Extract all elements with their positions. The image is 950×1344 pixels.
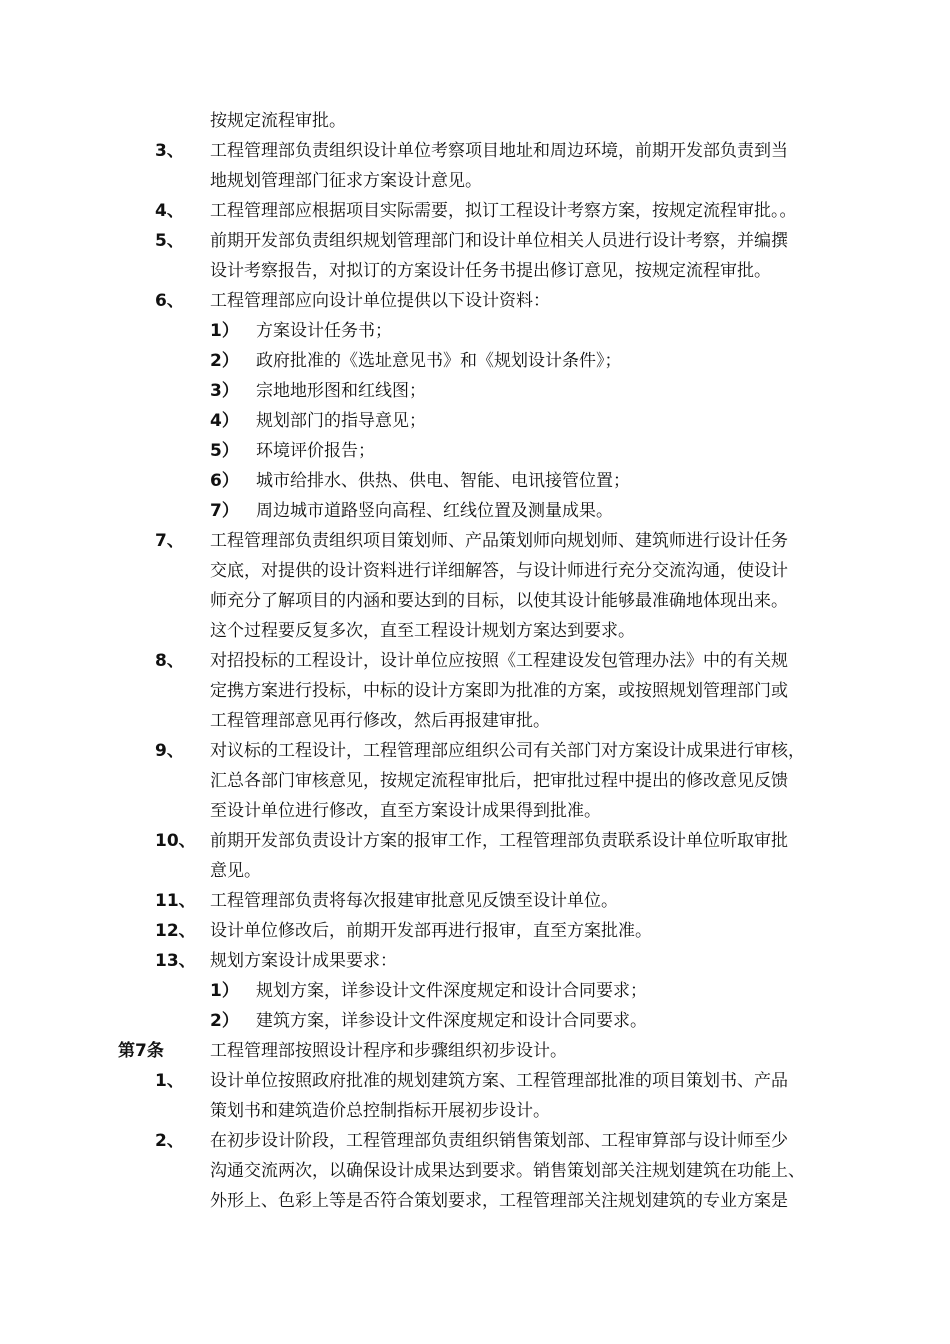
text-line: 交底，对提供的设计资料进行详细解答，与设计师进行充分交流沟通，使设计	[210, 561, 788, 581]
text-line: 环境评价报告；	[256, 441, 375, 461]
text-line: 对议标的工程设计，工程管理部应组织公司有关部门对方案设计成果进行审核，	[210, 741, 805, 761]
item-text	[210, 826, 788, 886]
item-text	[210, 196, 797, 226]
text-line: 汇总各部门审核意见，按规定流程审批后，把审批过程中提出的修改意见反馈	[210, 771, 788, 791]
text-line: 策划书和建筑造价总控制指标开展初步设计。	[210, 1101, 550, 1121]
text-line: 城市给排水、供热、供电、智能、电讯接管位置；	[256, 471, 630, 491]
text-line: 宗地地形图和红线图；	[256, 381, 426, 401]
text-line: 工程管理部意见再行修改，然后再报建审批。	[210, 711, 550, 731]
item-text	[210, 1066, 788, 1126]
list-item	[0, 1066, 950, 1126]
item-number: 7）	[210, 501, 239, 521]
item-text	[210, 226, 788, 286]
text-line: 规划部门的指导意见；	[256, 411, 426, 431]
item-text	[210, 946, 397, 976]
item-number: 1）	[210, 981, 239, 1001]
text-line: 工程管理部应向设计单位提供以下设计资料：	[210, 291, 550, 311]
text-line: 工程管理部按照设计程序和步骤组织初步设计。	[210, 1041, 567, 1061]
item-text	[210, 916, 652, 946]
item-number: 1、	[155, 1071, 184, 1091]
item-number: 4）	[210, 411, 239, 431]
list-item	[0, 826, 950, 886]
text-line: 在初步设计阶段，工程管理部负责组织销售策划部、工程审算部与设计师至少	[210, 1131, 788, 1151]
list-item	[0, 526, 950, 646]
list-item	[0, 316, 950, 346]
text-line: 至设计单位进行修改，直至方案设计成果得到批准。	[210, 801, 601, 821]
list-item	[0, 736, 950, 826]
item-number: 3、	[155, 141, 184, 161]
text-line: 地规划管理部门征求方案设计意见。	[210, 171, 482, 191]
item-number: 13、	[155, 951, 196, 971]
list-item	[0, 406, 950, 436]
item-number: 6、	[155, 291, 184, 311]
text-line: 对招投标的工程设计，设计单位应按照《工程建设发包管理办法》中的有关规	[210, 651, 788, 671]
list-item	[0, 286, 950, 316]
item-number: 1）	[210, 321, 239, 341]
list-item	[0, 436, 950, 466]
text-line: 工程管理部应根据项目实际需要，拟订工程设计考察方案，按规定流程审批。。	[210, 201, 797, 221]
item-text	[210, 526, 788, 646]
item-number: 2）	[210, 1011, 239, 1031]
text-line: 前期开发部负责组织规划管理部门和设计单位相关人员进行设计考察，并编撰	[210, 231, 788, 251]
item-number: 2、	[155, 1131, 184, 1151]
text-line: 规划方案设计成果要求：	[210, 951, 397, 971]
text-line: 前期开发部负责设计方案的报审工作，工程管理部负责联系设计单位听取审批	[210, 831, 788, 851]
item-text	[256, 1006, 647, 1036]
text-line: 周边城市道路竖向高程、红线位置及测量成果。	[256, 501, 613, 521]
item-text	[256, 466, 630, 496]
item-text	[210, 886, 618, 916]
text-line: 设计单位修改后，前期开发部再进行报审，直至方案批准。	[210, 921, 652, 941]
item-text	[256, 436, 375, 466]
item-number: 2）	[210, 351, 239, 371]
list-item	[0, 646, 950, 736]
item-number: 8、	[155, 651, 184, 671]
text-line: 工程管理部负责将每次报建审批意见反馈至设计单位。	[210, 891, 618, 911]
text-line: 师充分了解项目的内涵和要达到的目标，以使其设计能够最准确地体现出来。	[210, 591, 788, 611]
item-number: 10、	[155, 831, 196, 851]
item-text	[256, 496, 613, 526]
list-item	[0, 226, 950, 286]
item-text	[256, 316, 392, 346]
item-text	[210, 736, 805, 826]
item-text	[256, 376, 426, 406]
list-item	[0, 886, 950, 916]
list-item	[0, 976, 950, 1006]
text-line: 意见。	[210, 861, 261, 881]
item-number: 11、	[155, 891, 196, 911]
text-line: 设计考察报告，对拟订的方案设计任务书提出修订意见，按规定流程审批。	[210, 261, 771, 281]
text-line: 工程管理部负责组织设计单位考察项目地址和周边环境，前期开发部负责到当	[210, 141, 788, 161]
text-line: 方案设计任务书；	[256, 321, 392, 341]
list-item	[0, 466, 950, 496]
list-item	[0, 916, 950, 946]
list-item	[0, 1036, 950, 1066]
item-text	[210, 286, 550, 316]
item-number: 9、	[155, 741, 184, 761]
text-line: 定携方案进行投标，中标的设计方案即为批准的方案，或按照规划管理部门或	[210, 681, 788, 701]
text-line: 设计单位按照政府批准的规划建筑方案、工程管理部批准的项目策划书、产品	[210, 1071, 788, 1091]
item-number: 第7条	[118, 1041, 164, 1061]
text-line: 建筑方案，详参设计文件深度规定和设计合同要求。	[256, 1011, 647, 1031]
text-line: 这个过程要反复多次，直至工程设计规划方案达到要求。	[210, 621, 635, 641]
item-text	[256, 406, 426, 436]
text-line: 政府批准的《选址意见书》和《规划设计条件》；	[256, 351, 622, 371]
text-line: 规划方案，详参设计文件深度规定和设计合同要求；	[256, 981, 647, 1001]
item-number: 6）	[210, 471, 239, 491]
list-item	[0, 376, 950, 406]
item-text	[210, 646, 788, 736]
paragraph-text: 按规定流程审批。	[210, 111, 346, 131]
list-item	[0, 946, 950, 976]
item-text	[256, 976, 647, 1006]
list-item	[0, 1126, 950, 1216]
item-text	[256, 346, 622, 376]
list-item	[0, 496, 950, 526]
item-number: 7、	[155, 531, 184, 551]
list-item	[0, 136, 950, 196]
item-number: 4、	[155, 201, 184, 221]
text-line: 外形上、色彩上等是否符合策划要求，工程管理部关注规划建筑的专业方案是	[210, 1191, 788, 1211]
item-number: 5、	[155, 231, 184, 251]
item-number: 5）	[210, 441, 239, 461]
item-number: 12、	[155, 921, 196, 941]
list-item	[0, 196, 950, 226]
text-line: 工程管理部负责组织项目策划师、产品策划师向规划师、建筑师进行设计任务	[210, 531, 788, 551]
list-item	[0, 346, 950, 376]
item-text	[210, 1036, 567, 1066]
item-number: 3）	[210, 381, 239, 401]
text-line: 沟通交流两次，以确保设计成果达到要求。销售策划部关注规划建筑在功能上、	[210, 1161, 805, 1181]
item-text	[210, 1126, 805, 1216]
item-text	[210, 136, 788, 196]
list-item	[0, 1006, 950, 1036]
